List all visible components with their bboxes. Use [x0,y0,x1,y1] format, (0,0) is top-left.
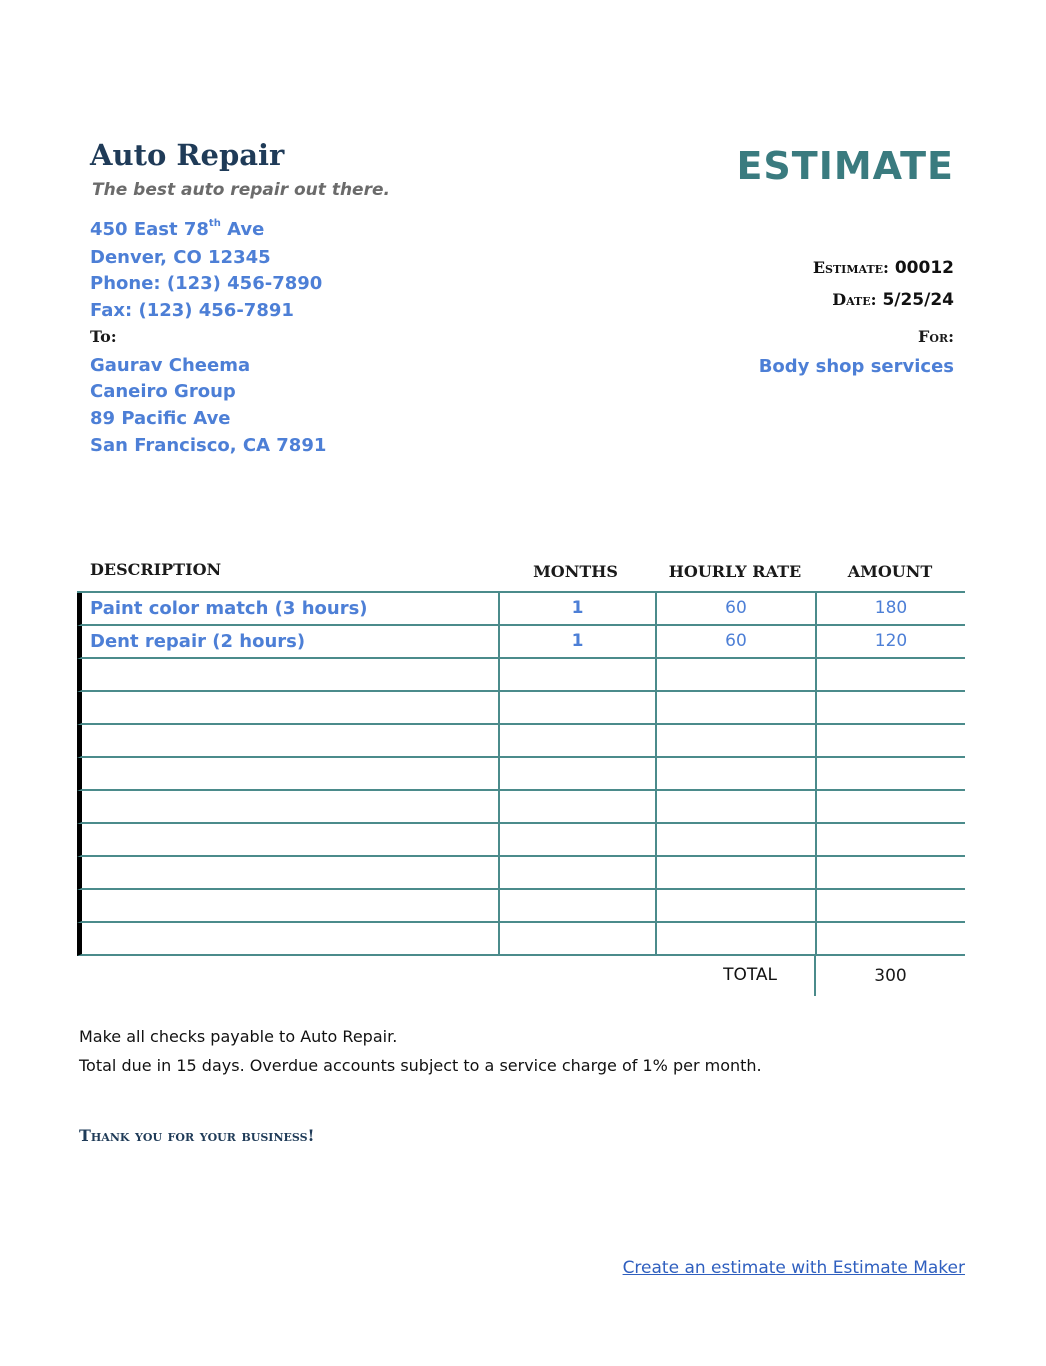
row-amount [815,857,965,888]
row-hourly-rate [655,758,815,789]
table-row [77,857,965,890]
row-hourly-rate: 60 [655,626,815,657]
to-label: To: [90,327,117,346]
row-description: Paint color match (3 hours) [90,598,368,619]
estimate-maker-link[interactable]: Create an estimate with Estimate Maker [622,1258,965,1278]
row-description [90,659,500,690]
row-months: 1 [498,593,655,624]
thank-you-note: Thank you for your business! [79,1126,315,1145]
row-months [498,890,655,921]
row-hourly-rate [655,923,815,954]
row-months [498,857,655,888]
row-months [498,692,655,723]
table-row [77,659,965,692]
row-hourly-rate [655,857,815,888]
row-amount: 180 [815,593,965,624]
estimate-number-value: 00012 [894,258,954,278]
row-hourly-rate [655,725,815,756]
table-row [77,824,965,857]
row-amount: 120 [815,626,965,657]
row-amount [815,725,965,756]
total-value: 300 [814,956,965,996]
table-row [77,890,965,923]
company-name: Auto Repair [90,138,285,172]
table-row [77,758,965,791]
row-amount [815,791,965,822]
for-label: For: [918,327,954,346]
table-row [77,692,965,725]
document-title: ESTIMATE [736,144,954,188]
payable-note: Make all checks payable to Auto Repair. [79,1027,398,1046]
table-row [77,593,965,626]
table-row [77,923,965,956]
row-description: Dent repair (2 hours) [90,631,306,652]
row-hourly-rate [655,659,815,690]
row-hourly-rate [655,890,815,921]
row-months: 1 [498,626,655,657]
table-body [77,591,965,956]
company-address-city: Denver, CO 12345 [90,247,271,268]
address-ordinal-suffix: th [208,218,221,229]
company-fax: Fax: (123) 456-7891 [90,300,294,321]
table-row [77,791,965,824]
row-description [90,857,500,888]
row-months [498,923,655,954]
total-row [77,956,965,996]
row-hourly-rate [655,824,815,855]
row-amount [815,659,965,690]
terms-note: Total due in 15 days. Overdue accounts subject to a service charge of 1% per month. [79,1056,762,1075]
address-street-end: Ave [220,219,265,240]
row-months [498,725,655,756]
row-description [90,890,500,921]
row-amount [815,824,965,855]
date-label: Date: [832,290,877,309]
row-months [498,659,655,690]
row-hourly-rate [655,692,815,723]
recipient-name: Gaurav Cheema [90,355,251,376]
recipient-street: 89 Pacific Ave [90,408,231,429]
company-address-street [90,219,264,240]
recipient-company: Caneiro Group [90,381,236,402]
company-tagline: The best auto repair out there. [92,180,390,200]
header-amount: AMOUNT [847,562,933,581]
row-months [498,824,655,855]
row-description [90,824,500,855]
table-row [77,725,965,758]
date-value: 5/25/24 [882,290,954,310]
row-description [90,692,500,723]
estimate-number-label: Estimate: [812,258,889,277]
address-street-number: 450 East 78 [90,219,209,240]
recipient-city: San Francisco, CA 7891 [90,435,327,456]
header-months: MONTHS [533,562,618,581]
estimate-number-row [813,258,954,278]
date-row [832,290,954,310]
row-description [90,725,500,756]
row-description [90,791,500,822]
row-description [90,923,500,954]
row-hourly-rate: 60 [655,593,815,624]
row-months [498,758,655,789]
row-amount [815,890,965,921]
table-row [77,626,965,659]
header-description: DESCRIPTION [90,560,222,579]
header-hourly-rate: HOURLY RATE [668,562,802,581]
company-phone: Phone: (123) 456-7890 [90,273,323,294]
for-value: Body shop services [758,356,954,377]
row-description [90,758,500,789]
row-amount [815,758,965,789]
row-amount [815,692,965,723]
row-hourly-rate [655,791,815,822]
row-amount [815,923,965,954]
row-months [498,791,655,822]
total-label: TOTAL [723,965,777,985]
